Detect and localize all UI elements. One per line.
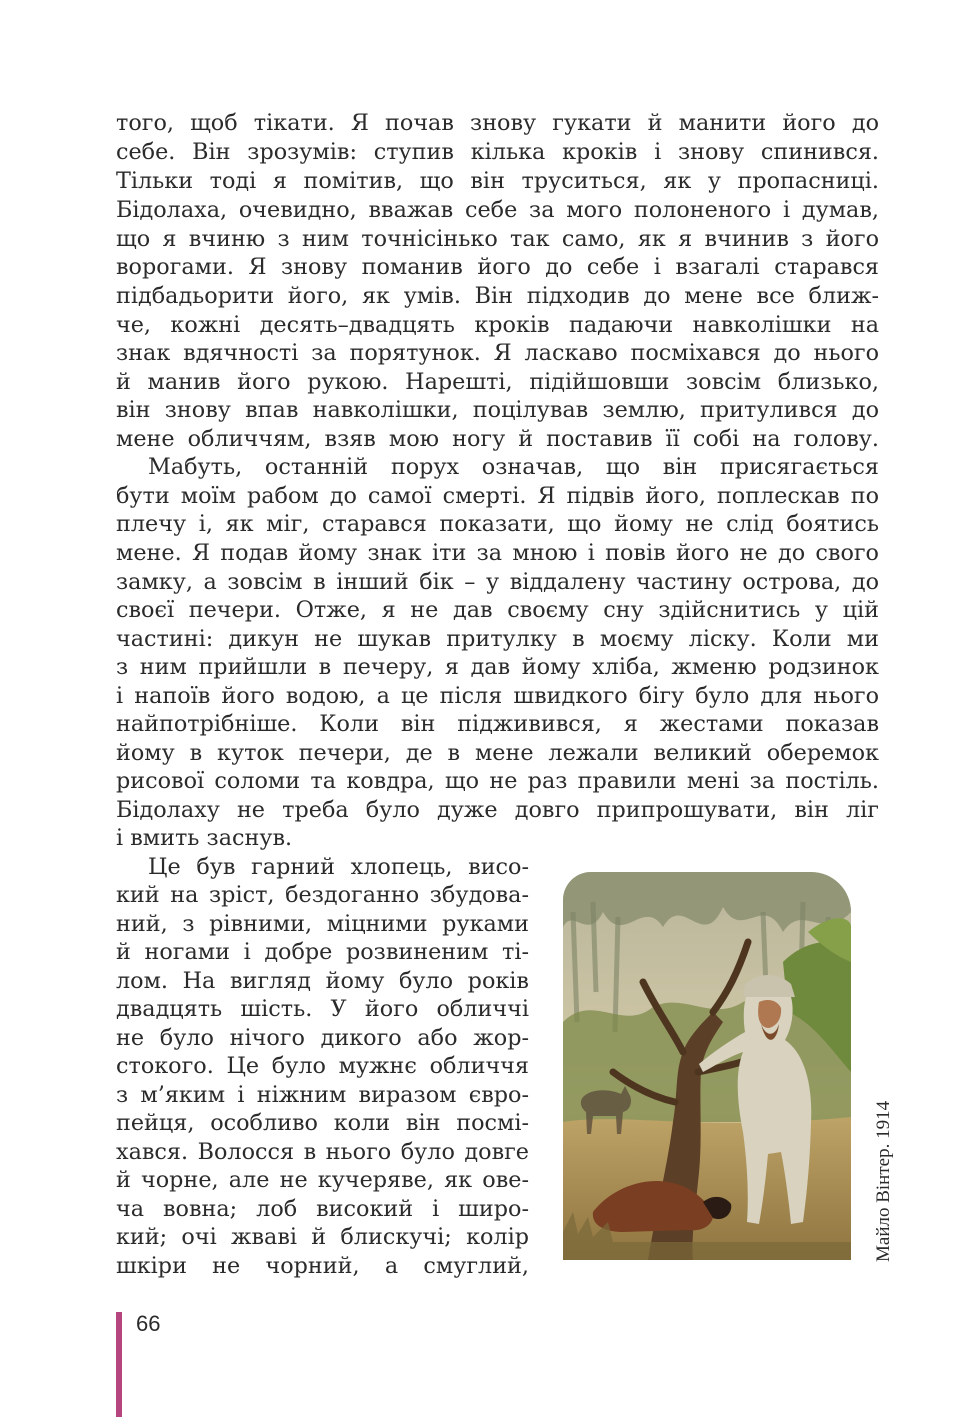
text-line: підбадьорити його, як умів. Він підходив до мене все ближ- [116, 283, 879, 309]
text-line: стокого. Це було мужнє обличчя [116, 1053, 529, 1079]
text-line: мене обличчям, взяв мою ногу й поставив її собі на голову. [116, 426, 879, 452]
text-line: частині: дикун не шукав притулку в моєму ліску. Коли ми [116, 626, 879, 652]
illustration-caption: Майло Вінтер. 1914 [873, 1100, 894, 1262]
text-line: хався. Волосся в нього було довге [116, 1139, 529, 1165]
text-line: Бідолаха, очевидно, вважав себе за мого полоненого і думав, [116, 197, 879, 223]
text-line: Це був гарний хлопець, висо- [148, 854, 529, 880]
text-line: кий; очі жваві й блискучі; колір [116, 1224, 529, 1250]
text-line: йому в куток печери, де в мене лежали великий оберемок [116, 740, 879, 766]
text-line: не було нічого дикого або жор- [116, 1025, 529, 1051]
text-line: з ним прийшли в печеру, я дав йому хліба, жменю родзинок [116, 654, 879, 680]
text-line: плечу і, як міг, старався показати, що йому не слід боятись [116, 511, 879, 537]
illustration-painting [563, 872, 851, 1260]
text-line: з м’яким і ніжним виразом євро- [116, 1082, 529, 1108]
text-line: ний, з рівними, міцними руками [116, 911, 529, 937]
text-line: знак вдячності за порятунок. Я ласкаво посміхався до нього [116, 340, 879, 366]
text-line: мене. Я подав йому знак іти за мною і повів його не до свого [116, 540, 879, 566]
text-line: себе. Він зрозумів: ступив кілька кроків і знову спинився. [116, 139, 879, 165]
text-line: шкіри не чорний, а смуглий, [116, 1253, 529, 1279]
text-line: й чорне, але не кучеряве, як ове- [116, 1167, 529, 1193]
page-number: 66 [136, 1311, 161, 1336]
text-line: того, щоб тікати. Я почав знову гукати й манити його до [116, 110, 879, 136]
text-line: й ногами і добре розвиненим ті- [116, 939, 529, 965]
text-line: ворогами. Я знову поманив його до себе і взагалі старався [116, 254, 879, 280]
text-line: Тільки тоді я помітив, що він труситься, як у пропасниці. [116, 168, 879, 194]
text-line: своєї печери. Отже, я не дав своєму сну здійснитись у цій [116, 597, 879, 623]
text-line: замку, а зовсім в інший бік – у віддалену частину острова, до [116, 569, 879, 595]
text-line: Бідолаху не треба було дуже довго припрошувати, він ліг [116, 797, 879, 823]
painting-drawing [563, 872, 851, 1260]
text-line: й манив його рукою. Нарешті, підійшовши зовсім близько, [116, 369, 879, 395]
text-line: кий на зріст, бездоганно збудова- [116, 882, 529, 908]
page-marker-bar [116, 1312, 122, 1417]
text-line: Мабуть, останній порух означав, що він присягається [148, 454, 879, 480]
text-line: він знову впав навколішки, поцілував землю, притулився до [116, 397, 879, 423]
text-line: найпотрібніше. Коли він підживився, я жестами показав [116, 711, 879, 737]
text-line: що я вчиню з ним точнісінько так само, як я вчинив з його [116, 226, 879, 252]
text-line: і напоїв його водою, а це після швидкого бігу було для нього [116, 683, 879, 709]
text-line: бути моїм рабом до самої смерті. Я підвів його, поплескав по [116, 483, 879, 509]
text-line: че, кожні десять–двадцять кроків падаючи навколішки на [116, 312, 879, 338]
text-line: пейця, особливо коли він посмі- [116, 1110, 529, 1136]
text-line: ча вовна; лоб високий і широ- [116, 1196, 529, 1222]
text-line: і вмить заснув. [116, 825, 293, 851]
text-line: рисової соломи та ковдра, що не раз правили мені за постіль. [116, 768, 879, 794]
text-line: лом. На вигляд йому було років [116, 968, 529, 994]
text-line: двадцять шість. У його обличчі [116, 996, 529, 1022]
